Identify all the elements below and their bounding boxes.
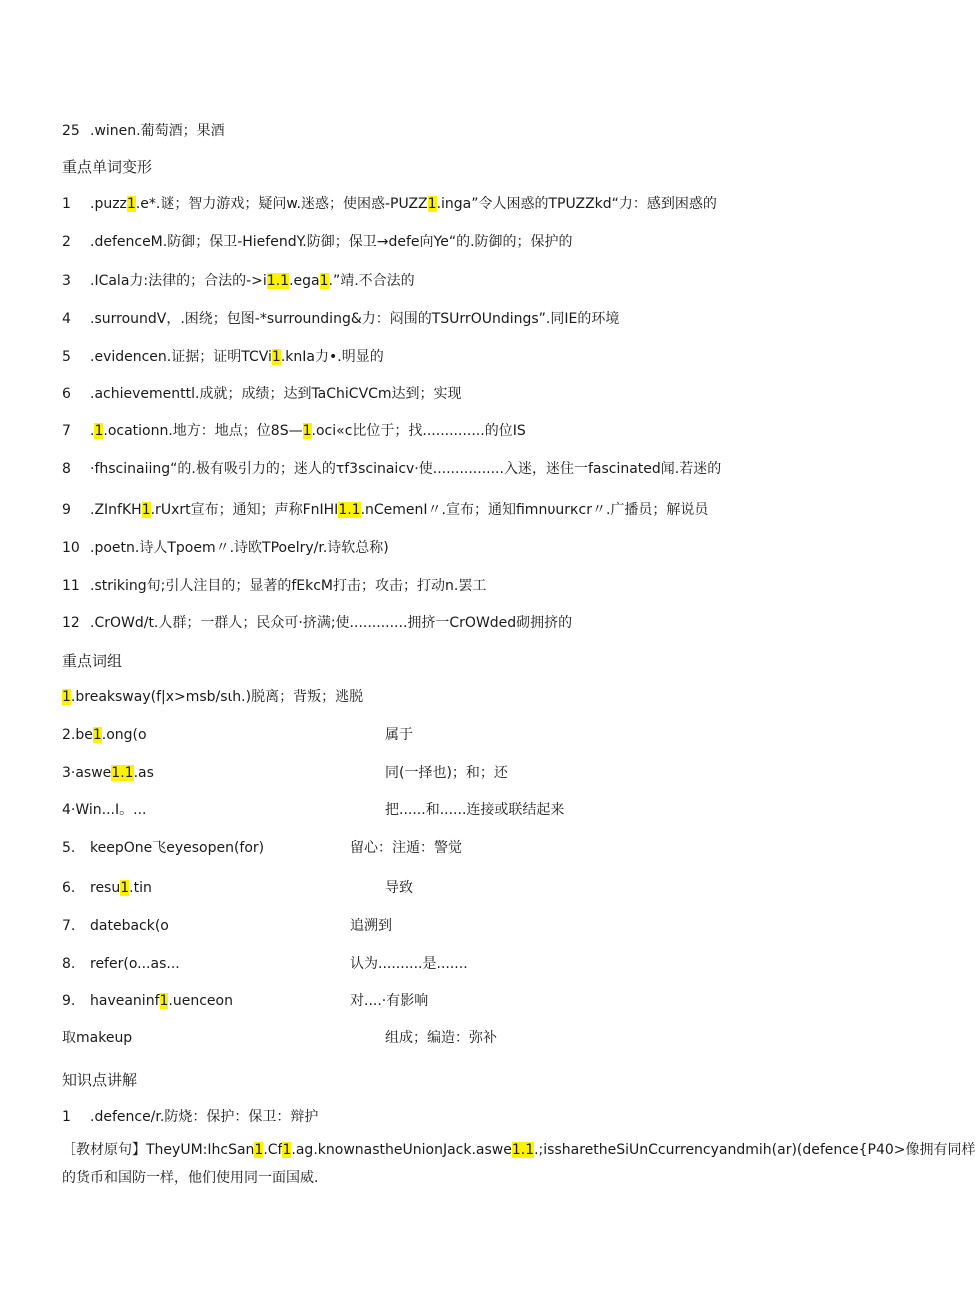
point-text: .defence/r.防烧：保护：保卫：辩护 — [90, 1109, 319, 1125]
text-segment: ［教材原句】TheyUM:IhcSan — [62, 1142, 255, 1158]
phrase-number: 8. — [62, 956, 76, 972]
entry-text — [90, 423, 526, 439]
phrase-entry — [62, 687, 363, 707]
text-segment: .tin — [129, 880, 152, 896]
text-segment: 2.be — [62, 727, 93, 743]
phrase-text — [90, 880, 152, 896]
highlighted-text: 1 — [92, 727, 102, 743]
text-segment: .;issharetheSiUnCcurrencyandmih(ar)(defence{P40>像拥有同样 — [534, 1142, 976, 1158]
phrase-meaning: 对....·有影响 — [350, 993, 429, 1009]
phrase-number: 5. — [62, 840, 76, 856]
highlighted-text: 1 — [62, 689, 71, 705]
highlighted-text: 1.1 — [511, 1142, 535, 1158]
highlighted-text: 1.1 — [111, 765, 134, 781]
text-segment: 4·Win...I。... — [62, 802, 147, 818]
phrase-text — [62, 802, 147, 818]
text-segment: 3·aswe — [62, 765, 112, 781]
vocab-entry — [62, 459, 721, 479]
text-segment: .uenceon — [168, 993, 233, 1009]
entry-text — [90, 540, 389, 556]
highlighted-text: 1 — [302, 423, 312, 439]
highlighted-text: 1.1 — [338, 502, 361, 518]
text-segment: refer(o...as... — [90, 956, 180, 972]
phrase-text — [90, 956, 180, 972]
phrase-meaning: 追溯到 — [350, 918, 392, 934]
text-segment: .oci«c比位于；找..............的位IS — [311, 423, 526, 439]
phrase-entry — [62, 800, 147, 820]
entry-text — [90, 461, 721, 477]
entry-text — [90, 196, 717, 212]
text-segment: 取makeup — [62, 1030, 133, 1046]
phrase-text — [90, 840, 264, 856]
entry-text — [90, 386, 462, 402]
entry-text — [90, 615, 572, 631]
entry-number: 2 — [62, 234, 71, 250]
highlighted-text: 1 — [120, 880, 130, 896]
phrase-entry — [62, 954, 180, 974]
section-heading-words: 重点单词变形 — [62, 158, 153, 176]
point-number: 1 — [62, 1109, 71, 1125]
entry-text — [90, 273, 415, 289]
text-segment: .evidencen.证据；证明TCVi — [90, 349, 272, 365]
phrase-text — [62, 727, 147, 743]
phrase-entry — [62, 725, 147, 745]
entry-number: 12 — [62, 615, 80, 631]
text-segment: .Cf — [263, 1142, 283, 1158]
text-segment: .surroundV，.困绕；包图-*surrounding&力：闷围的TSUrrOUndings”.同IE的环境 — [90, 311, 620, 327]
textbook-original-sentence — [62, 1136, 976, 1192]
phrase-number: 7. — [62, 918, 76, 934]
original-sentence-line-1 — [62, 1136, 976, 1164]
entry-text — [90, 349, 384, 365]
phrase-entry — [62, 991, 233, 1011]
vocab-entry — [62, 538, 389, 558]
text-segment: .as — [133, 765, 154, 781]
text-segment: .”靖.不合法的 — [328, 273, 415, 289]
highlighted-text: 1 — [159, 993, 169, 1009]
phrase-text — [62, 689, 363, 705]
vocab-entry — [62, 421, 526, 441]
vocab-entry — [62, 309, 619, 329]
highlighted-text: 1 — [427, 196, 437, 212]
text-segment: .achievementtl.成就；成绩；达到TaChiCVCm达到；实现 — [90, 386, 462, 402]
vocab-entry — [62, 613, 572, 633]
phrase-meaning: 留心：注遁：警觉 — [350, 840, 462, 856]
highlighted-text: 1 — [271, 349, 281, 365]
highlighted-text: 1 — [319, 273, 329, 289]
entry-number: 3 — [62, 273, 71, 289]
knowledge-point-1 — [62, 1107, 318, 1127]
vocab-entry — [62, 500, 708, 520]
text-segment: .ong(o — [101, 727, 147, 743]
text-segment: .breaksway(f|x>msb/sιh.)脱离；背叛；逃脱 — [70, 689, 364, 705]
phrase-text — [62, 765, 154, 781]
text-segment: .ICala力:法律的；合法的->i — [90, 273, 267, 289]
text-segment: .puzz — [90, 196, 127, 212]
phrase-number: 6. — [62, 880, 76, 896]
highlighted-text: 1.1 — [266, 273, 290, 289]
text-segment: .striking旬;引人注目的；显著的fEkcM打击；攻击；打动n.罢工 — [90, 578, 487, 594]
phrase-text — [90, 918, 169, 934]
text-segment: .ocationn.地方：地点；位8S— — [103, 423, 303, 439]
phrase-entry — [62, 878, 152, 898]
text-segment: .nCemenI〃.宣布；通知fimnυurкcr〃.广播员；解说员 — [360, 502, 709, 518]
vocab-entry — [62, 232, 573, 252]
phrase-text — [90, 993, 233, 1009]
text-segment: keepOne飞eyesopen(for) — [90, 840, 265, 856]
entry-number: 9 — [62, 502, 71, 518]
entry-text — [90, 502, 708, 518]
entry-text — [90, 578, 486, 594]
highlighted-text: 1 — [141, 502, 151, 518]
phrase-entry — [62, 916, 169, 936]
text-segment: .ag.knownastheUnionJack.aswe — [291, 1142, 512, 1158]
highlighted-text: 1 — [126, 196, 136, 212]
vocab-entry — [62, 576, 486, 596]
phrase-meaning: 同(一择也)；和；还 — [385, 765, 508, 781]
phrase-entry — [62, 1028, 132, 1048]
original-sentence-line-2: 的货币和国防一样，他们使用同一面国威. — [62, 1170, 319, 1186]
text-segment: .ega — [289, 273, 320, 289]
entry-number: 8 — [62, 461, 71, 477]
entry-number: 11 — [62, 578, 80, 594]
vocab-entry — [62, 194, 717, 214]
entry-number: 10 — [62, 540, 80, 556]
entry-number: 4 — [62, 311, 71, 327]
phrase-text — [62, 1030, 132, 1046]
phrase-meaning: 属于 — [385, 727, 413, 743]
vocab-entry — [62, 384, 462, 404]
phrase-meaning: 导致 — [385, 880, 413, 896]
section-heading-points: 知识点讲解 — [62, 1071, 138, 1089]
phrase-entry — [62, 838, 264, 858]
vocab-entry — [62, 347, 384, 367]
phrase-meaning: 组成；编造：弥补 — [385, 1030, 497, 1046]
entry-number: 1 — [62, 196, 71, 212]
text-segment: .CrOWd/t.人群；一群人；民众可·挤满;使.............拥挤一CrOWded砌拥挤的 — [90, 615, 573, 631]
text-segment: .poetn.诗人Tpoem〃.诗欧TPoelry/r.诗软总称) — [90, 540, 389, 556]
entry-text — [90, 234, 573, 250]
text-segment: .defenceM.防御；保卫-HiefendY.防御；保卫→defe向Ye“的.防御的；保护的 — [90, 234, 573, 250]
text-segment: .inga”令人困惑的TPUZZkd“力：感到困惑的 — [436, 196, 717, 212]
section-heading-phrases: 重点词组 — [62, 652, 123, 670]
entry-text: .winen.葡萄酒；果酒 — [90, 123, 225, 139]
entry-number: 6 — [62, 386, 71, 402]
entry-number: 7 — [62, 423, 71, 439]
phrase-number: 9. — [62, 993, 76, 1009]
text-segment: haveaninf — [90, 993, 160, 1009]
text-segment: .rUxrt宣布；通知；声称FnIHI — [150, 502, 339, 518]
text-segment: .e*.谜；智力游戏；疑问w.迷惑；使困惑-PUZZ — [135, 196, 428, 212]
text-segment: resu — [90, 880, 121, 896]
entry-number: 5 — [62, 349, 71, 365]
text-segment: . — [90, 423, 95, 439]
entry-text — [90, 311, 619, 327]
highlighted-text: 1 — [254, 1142, 264, 1158]
phrase-meaning: 把......和......连接或联结起来 — [385, 802, 565, 818]
text-segment: dateback(o — [90, 918, 169, 934]
vocab-entry-25 — [62, 121, 225, 141]
text-segment: .ZInfKH — [90, 502, 142, 518]
text-segment: .knIa力•.明显的 — [280, 349, 384, 365]
phrase-entry — [62, 763, 154, 783]
highlighted-text: 1 — [94, 423, 104, 439]
entry-number: 25 — [62, 123, 80, 139]
text-segment: ·fhscinaiing“的.极有吸引力的；迷人的τf3scinaicv·使................入迷，迷住一fascinated闻.若迷的 — [90, 461, 722, 477]
vocab-entry — [62, 271, 415, 291]
phrase-meaning: 认为..........是....... — [350, 956, 468, 972]
highlighted-text: 1 — [282, 1142, 292, 1158]
